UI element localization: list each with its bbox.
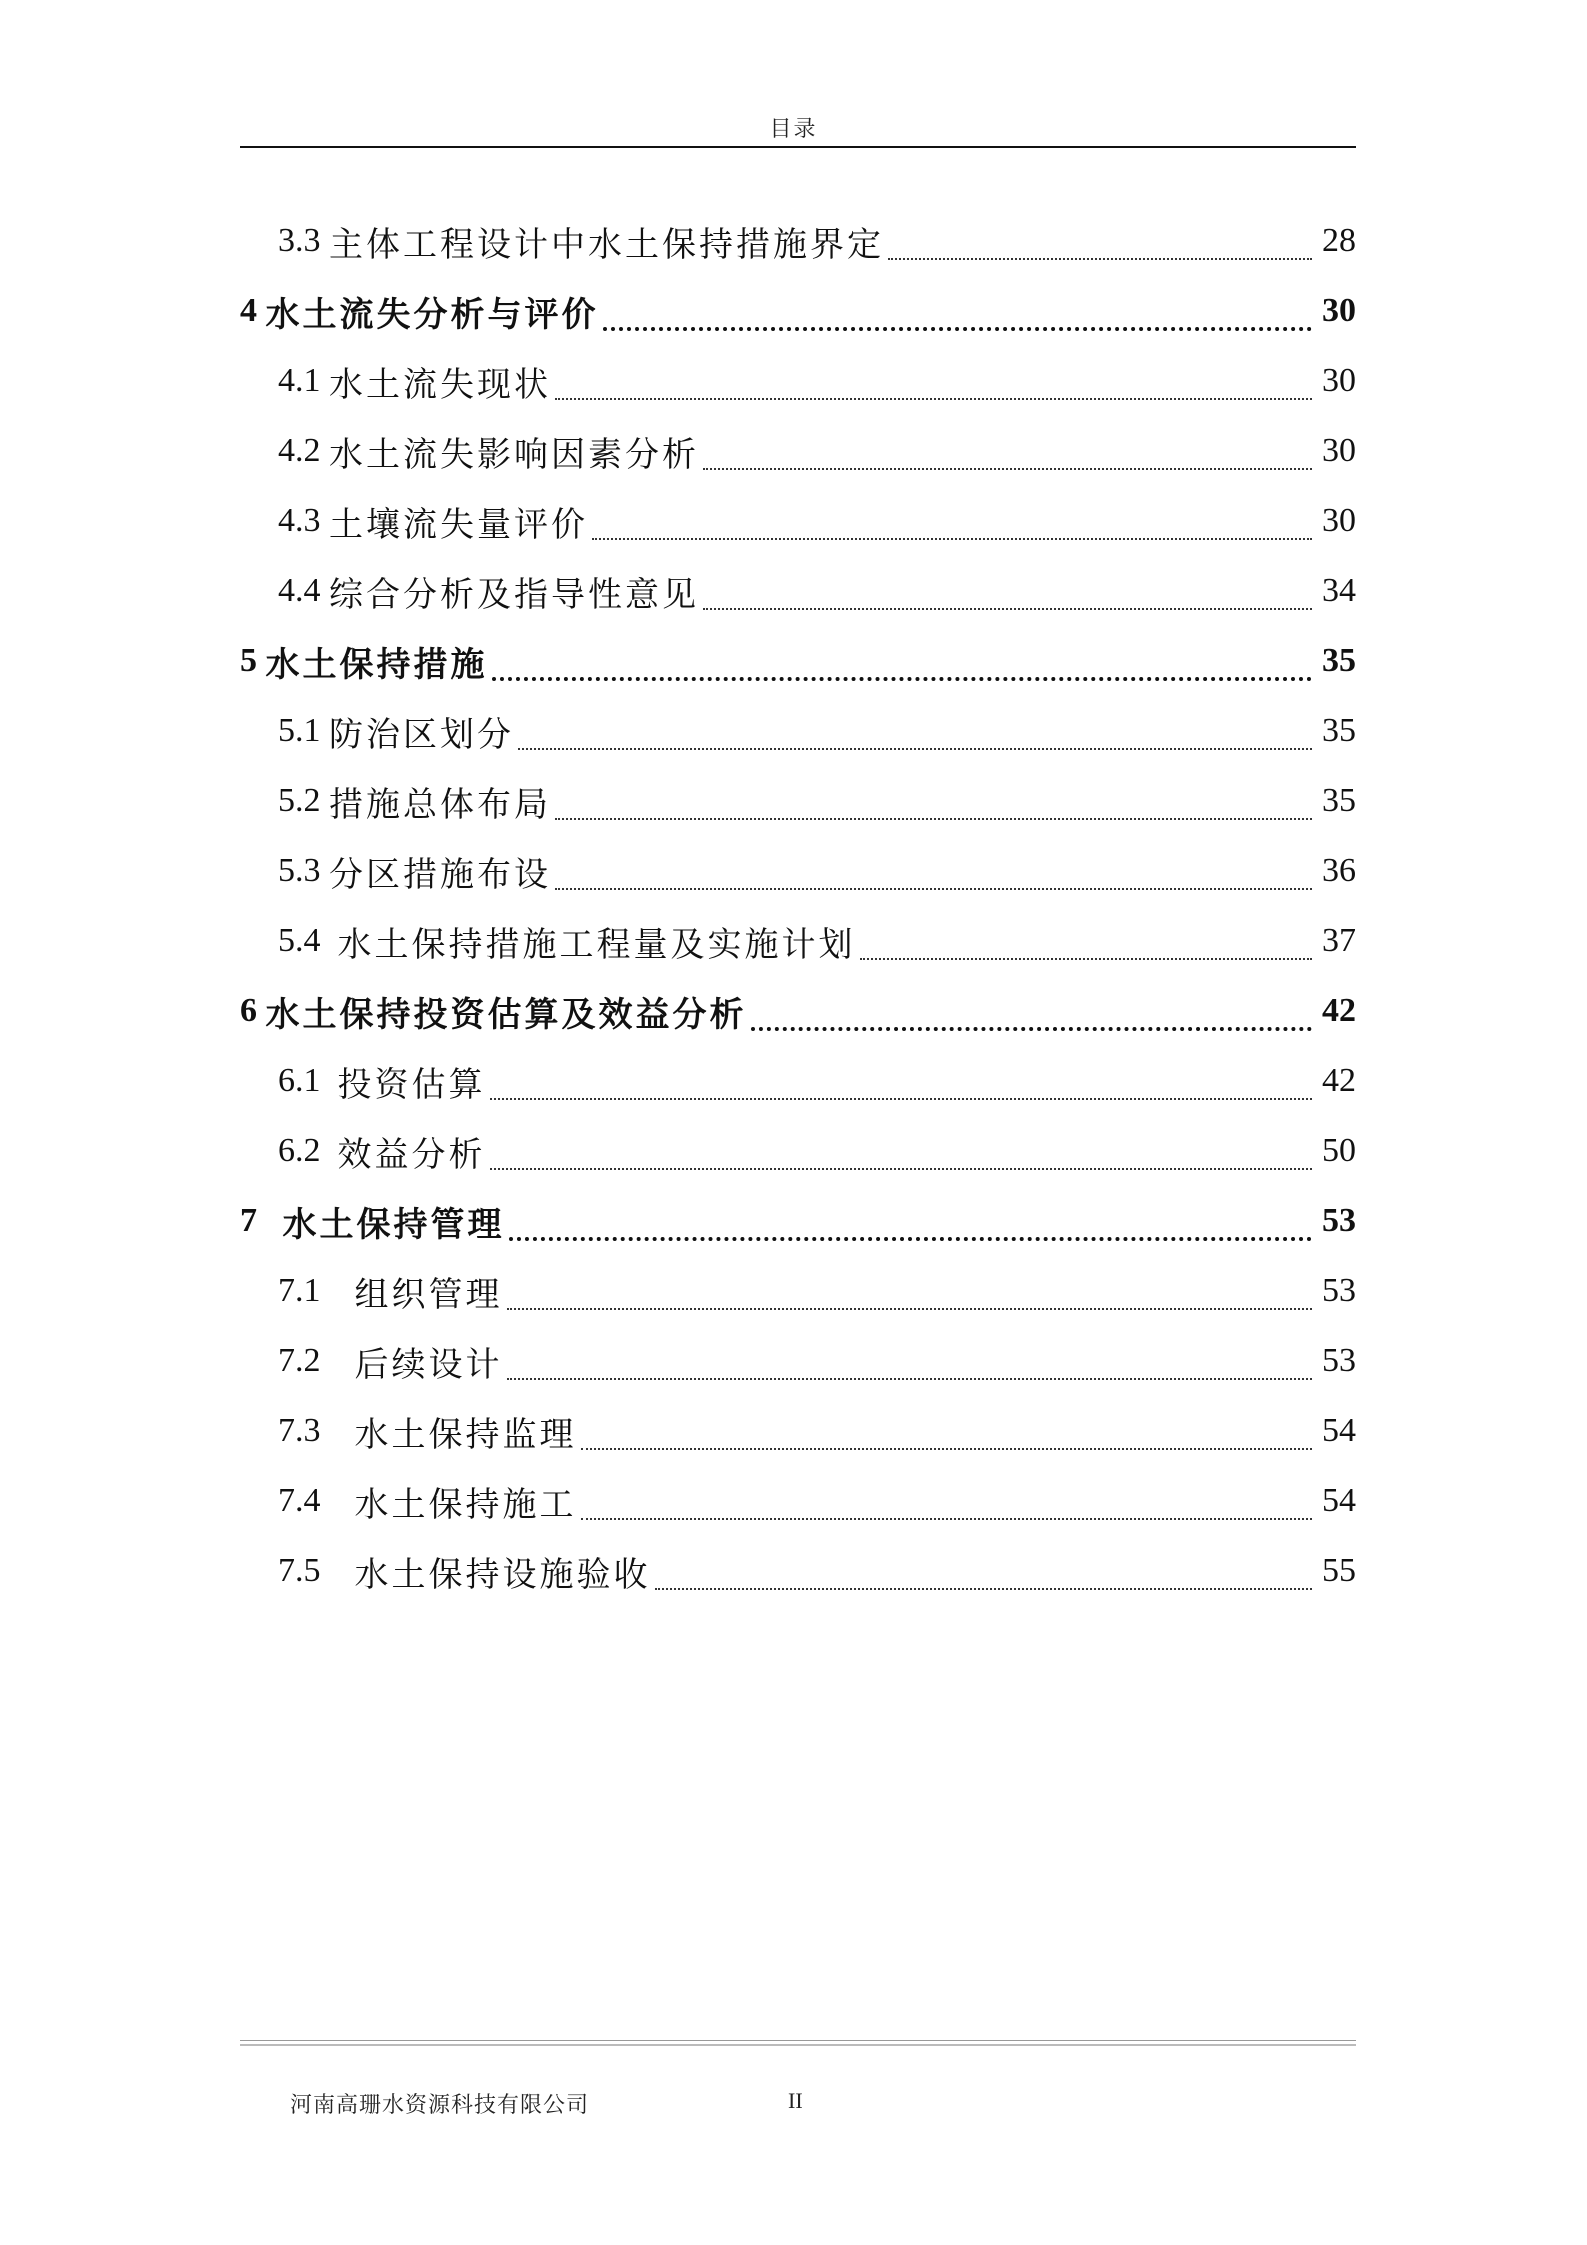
toc-entry-page: 35 xyxy=(1322,782,1356,819)
dot-leader xyxy=(592,538,1312,540)
toc-entry-title: 分区措施布设 xyxy=(329,854,551,895)
dot-leader xyxy=(507,1378,1313,1380)
toc-entry-page: 34 xyxy=(1322,572,1356,609)
toc-entry-page: 30 xyxy=(1322,362,1356,399)
toc-entry-number: 6.2 xyxy=(278,1132,338,1169)
toc-entry-7-3[interactable] xyxy=(240,1396,1356,1466)
toc-entry-title: 组织管理 xyxy=(354,1274,503,1315)
toc-entry-4-4[interactable] xyxy=(240,556,1356,626)
toc-entry-page: 42 xyxy=(1322,992,1356,1029)
toc-entry-title: 水土保持监理 xyxy=(354,1414,577,1455)
toc-entry-title: 投资估算 xyxy=(337,1064,486,1105)
toc-entry-number: 5.1 xyxy=(278,712,329,749)
dot-leader xyxy=(555,888,1312,890)
toc-entry-page: 30 xyxy=(1322,502,1356,539)
dot-leader xyxy=(492,677,1313,681)
dot-leader xyxy=(555,398,1312,400)
toc-entry-7-2[interactable] xyxy=(240,1326,1356,1396)
toc-entry-number: 7.3 xyxy=(278,1412,355,1449)
toc-entry-title: 水土流失影响因素分析 xyxy=(329,434,699,475)
dot-leader xyxy=(751,1027,1313,1031)
toc-entry-page: 50 xyxy=(1322,1132,1356,1169)
toc-entry-page: 54 xyxy=(1322,1482,1356,1519)
dot-leader xyxy=(860,958,1313,960)
toc-entry-number: 7.1 xyxy=(278,1272,355,1309)
dot-leader xyxy=(518,748,1312,750)
toc-entry-number: 5.4 xyxy=(278,922,338,959)
toc-entry-page: 53 xyxy=(1322,1272,1356,1309)
toc-entry-number: 7.2 xyxy=(278,1342,355,1379)
toc-entry-page: 30 xyxy=(1322,292,1356,329)
dot-leader xyxy=(603,327,1313,331)
dot-leader xyxy=(490,1168,1313,1170)
dot-leader xyxy=(703,608,1312,610)
toc-entry-title: 防治区划分 xyxy=(329,714,514,755)
toc-entry-4-1[interactable] xyxy=(240,346,1356,416)
toc-entry-5-2[interactable] xyxy=(240,766,1356,836)
dot-leader xyxy=(581,1448,1313,1450)
toc-entry-7-1[interactable] xyxy=(240,1256,1356,1326)
page-header-title: 目录 xyxy=(769,117,818,142)
toc-entry-4-3[interactable] xyxy=(240,486,1356,556)
dot-leader xyxy=(703,468,1312,470)
toc-entry-7-4[interactable] xyxy=(240,1466,1356,1536)
toc-entry-5-3[interactable] xyxy=(240,836,1356,906)
dot-leader xyxy=(555,818,1312,820)
toc-entry-page: 37 xyxy=(1322,922,1356,959)
toc-entry-6-1[interactable] xyxy=(240,1046,1356,1116)
toc-entry-title: 水土保持投资估算及效益分析 xyxy=(265,994,747,1035)
toc-entry-5[interactable] xyxy=(240,626,1356,696)
toc-entry-number: 4.4 xyxy=(278,572,329,609)
footer-page-number: II xyxy=(788,2088,803,2113)
toc-entry-page: 35 xyxy=(1322,642,1356,679)
toc-entry-number: 4.2 xyxy=(278,432,329,469)
toc-entry-title: 水土流失现状 xyxy=(329,364,551,405)
toc-entry-title: 土壤流失量评价 xyxy=(329,504,588,545)
toc-entry-number: 4.1 xyxy=(278,362,329,399)
toc-entry-number: 7.4 xyxy=(278,1482,355,1519)
toc-entry-number: 3.3 xyxy=(278,222,329,259)
toc-entry-page: 55 xyxy=(1322,1552,1356,1589)
toc-entry-page: 30 xyxy=(1322,432,1356,469)
dot-leader xyxy=(888,258,1312,260)
toc-entry-number: 4.3 xyxy=(278,502,329,539)
toc-entry-page: 53 xyxy=(1322,1342,1356,1379)
toc-entry-title: 水土保持管理 xyxy=(282,1204,505,1245)
toc-entry-4-2[interactable] xyxy=(240,416,1356,486)
toc-entry-page: 54 xyxy=(1322,1412,1356,1449)
toc-entry-7-5[interactable] xyxy=(240,1536,1356,1606)
header-divider xyxy=(240,146,1356,148)
dot-leader xyxy=(507,1308,1313,1310)
toc-entry-3-3[interactable] xyxy=(240,206,1356,276)
toc-entry-number: 5.2 xyxy=(278,782,329,819)
toc-entry-number: 7 xyxy=(240,1202,283,1239)
toc-entry-number: 7.5 xyxy=(278,1552,355,1589)
toc-entry-title: 水土流失分析与评价 xyxy=(265,294,599,335)
toc-entry-number: 6.1 xyxy=(278,1062,338,1099)
toc-entry-number: 5 xyxy=(240,642,266,679)
toc-entry-title: 效益分析 xyxy=(337,1134,486,1175)
toc-entry-6-2[interactable] xyxy=(240,1116,1356,1186)
toc-entry-4[interactable] xyxy=(240,276,1356,346)
toc-entry-number: 6 xyxy=(240,992,266,1029)
toc-entry-title: 水土保持施工 xyxy=(354,1484,577,1525)
toc-entry-title: 水土保持措施工程量及实施计划 xyxy=(337,924,856,965)
toc-entry-title: 综合分析及指导性意见 xyxy=(329,574,699,615)
toc-entry-page: 35 xyxy=(1322,712,1356,749)
toc-entry-5-4[interactable] xyxy=(240,906,1356,976)
toc-entry-title: 水土保持措施 xyxy=(265,644,488,685)
dot-leader xyxy=(655,1588,1313,1590)
toc-entry-title: 水土保持设施验收 xyxy=(354,1554,651,1595)
toc-entry-page: 53 xyxy=(1322,1202,1356,1239)
dot-leader xyxy=(490,1098,1313,1100)
toc-entry-number: 4 xyxy=(240,292,266,329)
toc-entry-5-1[interactable] xyxy=(240,696,1356,766)
toc-entry-6[interactable] xyxy=(240,976,1356,1046)
toc-entry-number: 5.3 xyxy=(278,852,329,889)
toc-entry-title: 措施总体布局 xyxy=(329,784,551,825)
table-of-contents xyxy=(240,206,1356,1606)
toc-entry-title: 主体工程设计中水土保持措施界定 xyxy=(329,224,884,265)
toc-entry-title: 后续设计 xyxy=(354,1344,503,1385)
toc-entry-7[interactable] xyxy=(240,1186,1356,1256)
dot-leader xyxy=(509,1237,1313,1241)
footer-company-name: 河南高珊水资源科技有限公司 xyxy=(290,2093,590,2118)
toc-entry-page: 36 xyxy=(1322,852,1356,889)
dot-leader xyxy=(581,1518,1313,1520)
footer-divider xyxy=(240,2040,1356,2046)
toc-entry-page: 42 xyxy=(1322,1062,1356,1099)
toc-entry-page: 28 xyxy=(1322,222,1356,259)
